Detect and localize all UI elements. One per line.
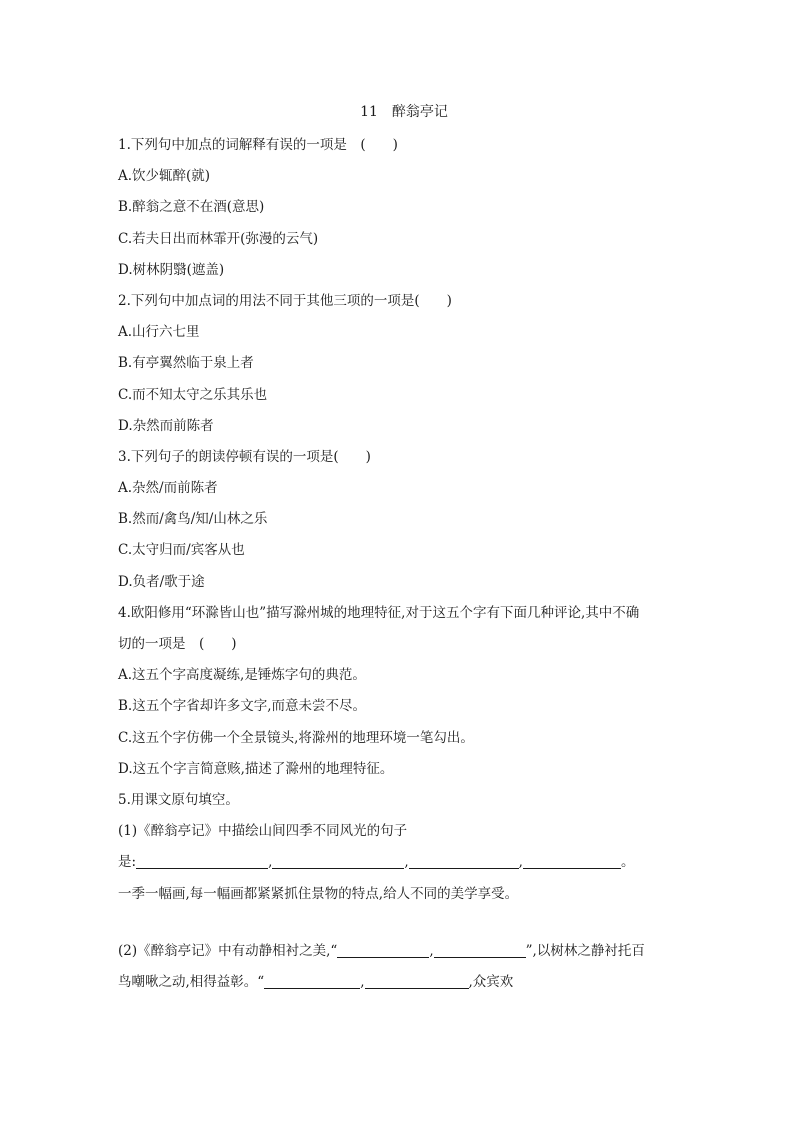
comma: , (429, 942, 434, 959)
question-3-option-d: D.负者/歌于途 (118, 573, 205, 590)
question-4-option-b: B.这五个字省却许多文字,而意未尝不尽。 (118, 698, 367, 715)
answer-suffix: ”,以树林之静衬托百 (525, 942, 645, 959)
question-4-option-c: C.这五个字仿佛一个全景镜头,将滁州的地理环境一笔勾出。 (118, 729, 474, 746)
question-5-part2-line1 (118, 936, 690, 967)
question-3-option-a: A.杂然/而前陈者 (118, 480, 218, 497)
comma: , (518, 854, 523, 871)
question-3-stem: 3.下列句子的朗读停顿有误的一项是( ) (118, 448, 371, 465)
question-2-option-c: C.而不知太守之乐其乐也 (118, 386, 268, 403)
answer-prefix: (2)《醉翁亭记》中有动静相衬之美,“ (118, 942, 338, 959)
question-2-option-d: D.杂然而前陈者 (118, 417, 214, 434)
answer-suffix: ,众宾欢 (468, 973, 514, 990)
spacer (118, 910, 690, 936)
question-4-stem-line1: 4.欧阳修用“环滁皆山也”描写滁州城的地理特征,对于这五个字有下面几种评论,其中不确 (118, 604, 640, 621)
comma: , (404, 854, 409, 871)
question-1-option-c: C.若夫日出而林霏开(弥漫的云气) (118, 230, 319, 247)
question-1-option-b: B.醉翁之意不在酒(意思) (118, 199, 265, 216)
period: 。 (620, 854, 635, 871)
question-2-option-b: B.有亭翼然临于泉上者 (118, 355, 254, 372)
answer-blank[interactable] (365, 972, 469, 989)
answer-blank[interactable] (409, 852, 519, 869)
question-4-option-d: D.这五个字言简意赅,描述了滁州的地理特征。 (118, 760, 394, 777)
page-title: 11 醉翁亭记 (360, 104, 448, 120)
question-1-option-a: A.饮少辄醉(就) (118, 168, 211, 185)
answer-blank[interactable] (523, 852, 621, 869)
comma: , (268, 854, 273, 871)
answer-blank[interactable] (136, 852, 268, 869)
question-3-option-c: C.太守归而/宾客从也 (118, 542, 245, 559)
question-1-option-d: D.树林阴翳(遮盖) (118, 261, 225, 278)
answer-blank[interactable] (434, 941, 526, 958)
question-5-part1-line2 (118, 847, 690, 878)
question-4-option-a: A.这五个字高度凝练,是锤炼字句的典范。 (118, 667, 366, 684)
question-5-part1-line1: (1)《醉翁亭记》中描绘山间四季不同风光的句子 (118, 823, 408, 840)
question-5-part1-line3: 一季一幅画,每一幅画都紧紧抓住景物的特点,给人不同的美学享受。 (118, 885, 519, 902)
question-2-option-a: A.山行六七里 (118, 324, 200, 341)
worksheet-page (118, 100, 690, 998)
comma: , (360, 973, 365, 990)
question-1-stem: 1.下列句中加点的词解释有误的一项是 ( ) (118, 137, 398, 153)
answer-prefix: 鸟嘲啾之动,相得益彰。“ (118, 973, 265, 990)
answer-blank[interactable] (337, 941, 429, 958)
question-5-stem: 5.用课文原句填空。 (118, 791, 239, 808)
answer-blank[interactable] (264, 972, 360, 989)
answer-blank[interactable] (272, 852, 404, 869)
answer-prefix: 是: (118, 854, 137, 871)
question-2-stem: 2.下列句中加点词的用法不同于其他三项的一项是( ) (118, 292, 452, 309)
question-3-option-b: B.然而/禽鸟/知/山林之乐 (118, 511, 268, 528)
question-4-stem-line2: 切的一项是 ( ) (118, 636, 237, 652)
question-5-part2-line2 (118, 967, 690, 998)
